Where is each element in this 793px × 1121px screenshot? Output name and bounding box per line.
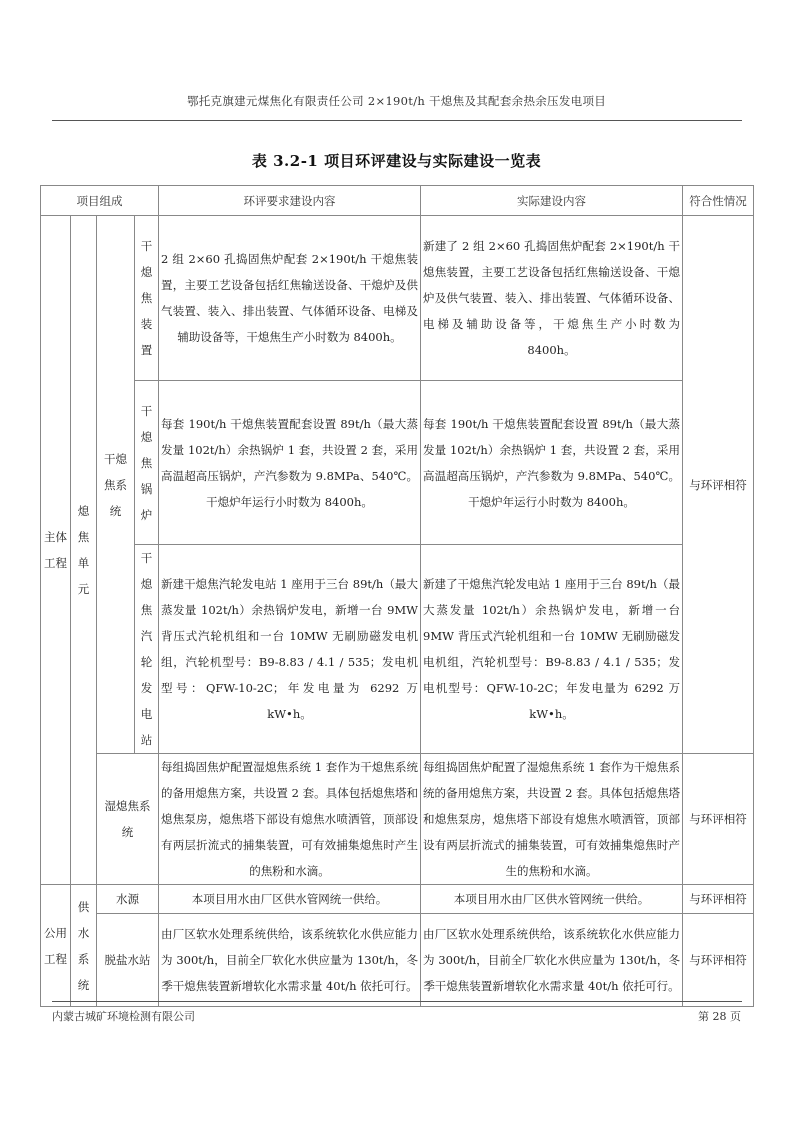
eia-content: 新建干熄焦汽轮发电站 1 座用于三台 89t/h（最大蒸发量 102t/h）余热锅炉发电，新增一台 9MW 背压式汽轮机组和一台 10MW 无刷励磁发电机组，汽轮机型号：B9-8.83 / 4.1 / 535；发电机型号：QFW-10-2C；年发电量为 6292 万 kW•h。: [159, 545, 421, 754]
table-row: [41, 754, 754, 885]
column-header-composition: 项目组成: [41, 186, 159, 216]
group-cdq-unit: 熄焦单元: [71, 216, 97, 885]
compliance-status: 与环评相符: [683, 216, 754, 754]
table-row: [41, 545, 754, 754]
table-row: [41, 914, 754, 1007]
group-water-system: 供水系统: [71, 885, 97, 1007]
column-header-eia: 环评要求建设内容: [159, 186, 421, 216]
footer-company: 内蒙古城矿环境检测有限公司: [52, 1010, 195, 1023]
page-number: 第 28 页: [698, 1010, 741, 1023]
header-divider: [52, 120, 742, 121]
eia-content: 每套 190t/h 干熄焦装置配套设置 89t/h（最大蒸发量 102t/h）余热锅炉 1 套，共设置 2 套，采用高温超高压锅炉，产汽参数为 9.8MPa、540℃。干熄炉年运行小时数为 8400h。: [159, 381, 421, 545]
actual-content: 每组捣固焦炉配置了湿熄焦系统 1 套作为干熄焦系统的备用熄焦方案，共设置 2 套。具体包括熄焦塔和熄焦泵房，熄焦塔下部设有熄焦水喷洒管，顶部设有两层折流式的捕集装置，可有效捕集熄焦时产生的焦粉和水滴。: [421, 754, 683, 885]
table-row: [41, 381, 754, 545]
group-public-project: 公用工程: [41, 885, 71, 1007]
table-caption: 表 3.2-1 项目环评建设与实际建设一览表: [251, 152, 542, 170]
group-main-project: 主体工程: [41, 216, 71, 885]
row-name: 脱盐水站: [97, 914, 159, 1007]
compliance-status: 与环评相符: [683, 754, 754, 885]
row-name: 干熄焦锅炉: [135, 381, 159, 545]
column-header-actual: 实际建设内容: [421, 186, 683, 216]
actual-content: 由厂区软水处理系统供给，该系统软化水供应能力为 300t/h，目前全厂软化水供应量为 130t/h，冬季干熄焦装置新增软化水需求量 40t/h 依托可行。: [421, 914, 683, 1007]
table-row: [41, 885, 754, 914]
row-name: 水源: [97, 885, 159, 914]
page-header-title: 鄂托克旗建元煤焦化有限责任公司 2×190t/h 干熄焦及其配套余热余压发电项目: [186, 94, 607, 108]
comparison-table: [40, 185, 754, 1007]
table-row: [41, 216, 754, 381]
footer-divider: [52, 1001, 742, 1002]
compliance-status: 与环评相符: [683, 885, 754, 914]
eia-content: 由厂区软水处理系统供给，该系统软化水供应能力为 300t/h，目前全厂软化水供应量为 130t/h，冬季干熄焦装置新增软化水需求量 40t/h 依托可行。: [159, 914, 421, 1007]
eia-content: 每组捣固焦炉配置湿熄焦系统 1 套作为干熄焦系统的备用熄焦方案，共设置 2 套。具体包括熄焦塔和熄焦泵房，熄焦塔下部设有熄焦水喷洒管，顶部设有两层折流式的捕集装置，可有效捕集熄焦时产生的焦粉和水滴。: [159, 754, 421, 885]
compliance-status: 与环评相符: [683, 914, 754, 1007]
row-name: 湿熄焦系统: [97, 754, 159, 885]
row-name: 干熄焦装置: [135, 216, 159, 381]
eia-content: 2 组 2×60 孔捣固焦炉配套 2×190t/h 干熄焦装置，主要工艺设备包括红焦输送设备、干熄炉及供气装置、装入、排出装置、气体循环设备、电梯及辅助设备等，干熄焦生产小时数为 8400h。: [159, 216, 421, 381]
actual-content: 每套 190t/h 干熄焦装置配套设置 89t/h（最大蒸发量 102t/h）余热锅炉 1 套，共设置 2 套，采用高温超高压锅炉，产汽参数为 9.8MPa、540℃。干熄炉年运行小时数为 8400h。: [421, 381, 683, 545]
group-cdq-system: 干熄焦系统: [97, 216, 135, 754]
table-header-row: [41, 186, 754, 216]
actual-content: 新建了 2 组 2×60 孔捣固焦炉配套 2×190t/h 干熄焦装置，主要工艺设备包括红焦输送设备、干熄炉及供气装置、装入、排出装置、气体循环设备、电梯及辅助设备等，干熄焦生产小时数为 8400h。: [421, 216, 683, 381]
actual-content: 本项目用水由厂区供水管网统一供给。: [421, 885, 683, 914]
row-name: 干熄焦汽轮发电站: [135, 545, 159, 754]
eia-content: 本项目用水由厂区供水管网统一供给。: [159, 885, 421, 914]
actual-content: 新建了干熄焦汽轮发电站 1 座用于三台 89t/h（最大蒸发量 102t/h）余热锅炉发电，新增一台 9MW 背压式汽轮机组和一台 10MW 无刷励磁发电机组，汽轮机型号：B9-8.83 / 4.1 / 535；发电机型号：QFW-10-2C；年发电量为 6292 万 kW•h。: [421, 545, 683, 754]
column-header-compliance: 符合性情况: [683, 186, 754, 216]
